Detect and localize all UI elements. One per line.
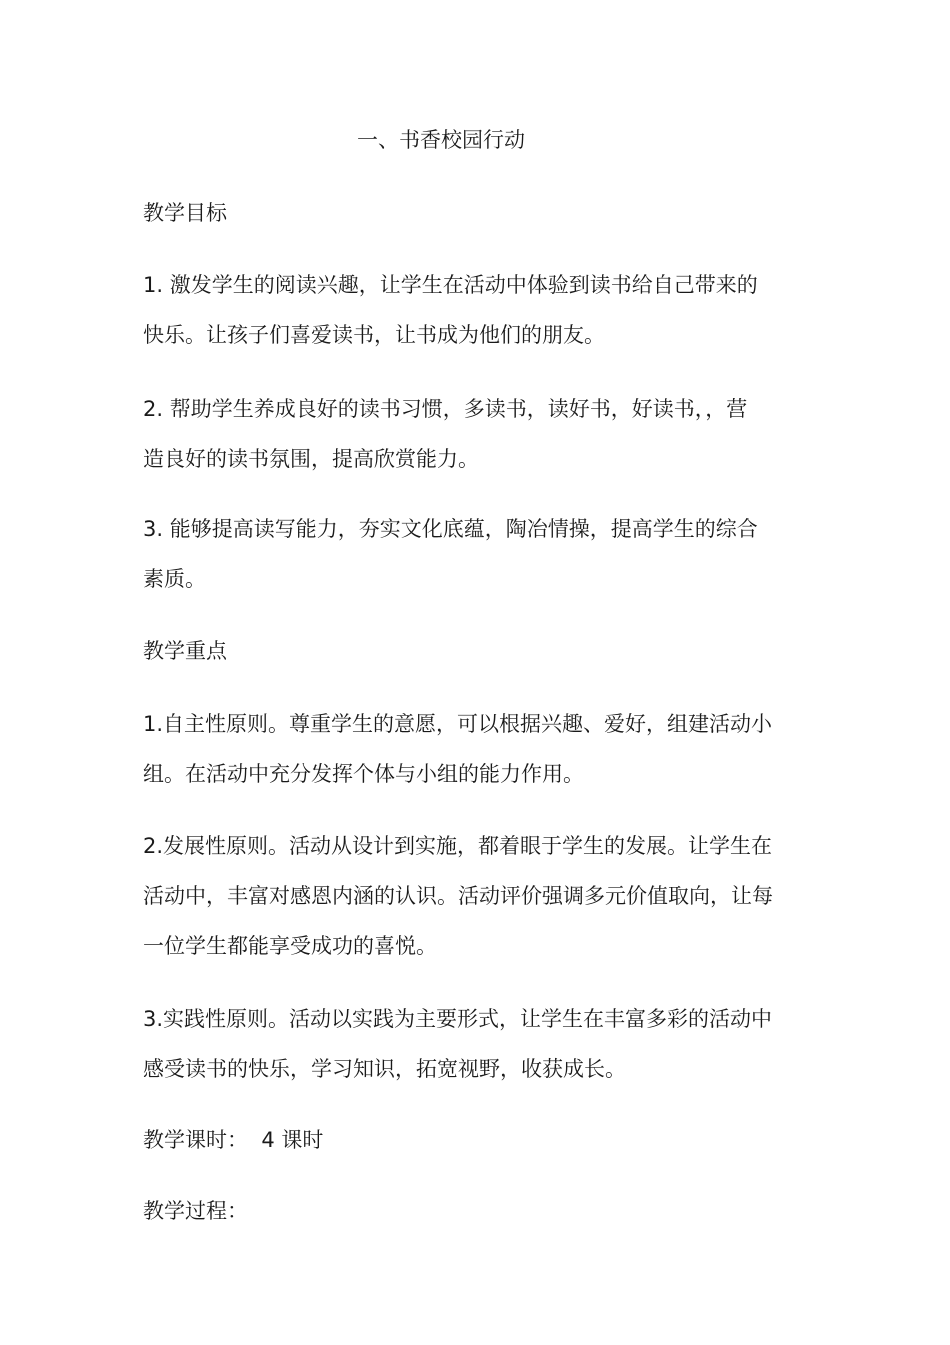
- goal-3-line-2: 素质。: [143, 567, 206, 591]
- goals-heading: 教学目标: [143, 201, 227, 225]
- key-point-2-line-1: 2.发展性原则。活动从设计到实施，都着眼于学生的发展。让学生在: [143, 834, 773, 858]
- key-point-1-line-2: 组。在活动中充分发挥个体与小组的能力作用。: [143, 762, 584, 786]
- process-heading: 教学过程：: [143, 1199, 248, 1223]
- goal-3-line-1: 3. 能够提高读写能力，夯实文化底蕴，陶冶情操，提高学生的综合: [143, 517, 758, 541]
- goal-2-line-1: 2. 帮助学生养成良好的读书习惯，多读书，读好书，好读书，，营: [143, 397, 748, 421]
- key-point-3-line-1: 3.实践性原则。活动以实践为主要形式，让学生在丰富多彩的活动中: [143, 1007, 773, 1031]
- key-point-2-line-2: 活动中，丰富对感恩内涵的认识。活动评价强调多元价值取向，让每: [143, 884, 773, 908]
- goal-2-line-2: 造良好的读书氛围，提高欣赏能力。: [143, 447, 479, 471]
- goal-1-line-2: 快乐。让孩子们喜爱读书，让书成为他们的朋友。: [143, 323, 605, 347]
- key-point-2-line-3: 一位学生都能享受成功的喜悦。: [143, 934, 437, 958]
- class-hours: 教学课时： 4 课时: [143, 1128, 324, 1152]
- key-points-heading: 教学重点: [143, 639, 227, 663]
- key-point-3-line-2: 感受读书的快乐，学习知识，拓宽视野，收获成长。: [143, 1057, 626, 1081]
- key-point-1-line-1: 1.自主性原则。尊重学生的意愿，可以根据兴趣、爱好，组建活动小: [143, 712, 773, 736]
- goal-1-line-1: 1. 激发学生的阅读兴趣，让学生在活动中体验到读书给自己带来的: [143, 273, 758, 297]
- document-title: 一、书香校园行动: [357, 128, 525, 152]
